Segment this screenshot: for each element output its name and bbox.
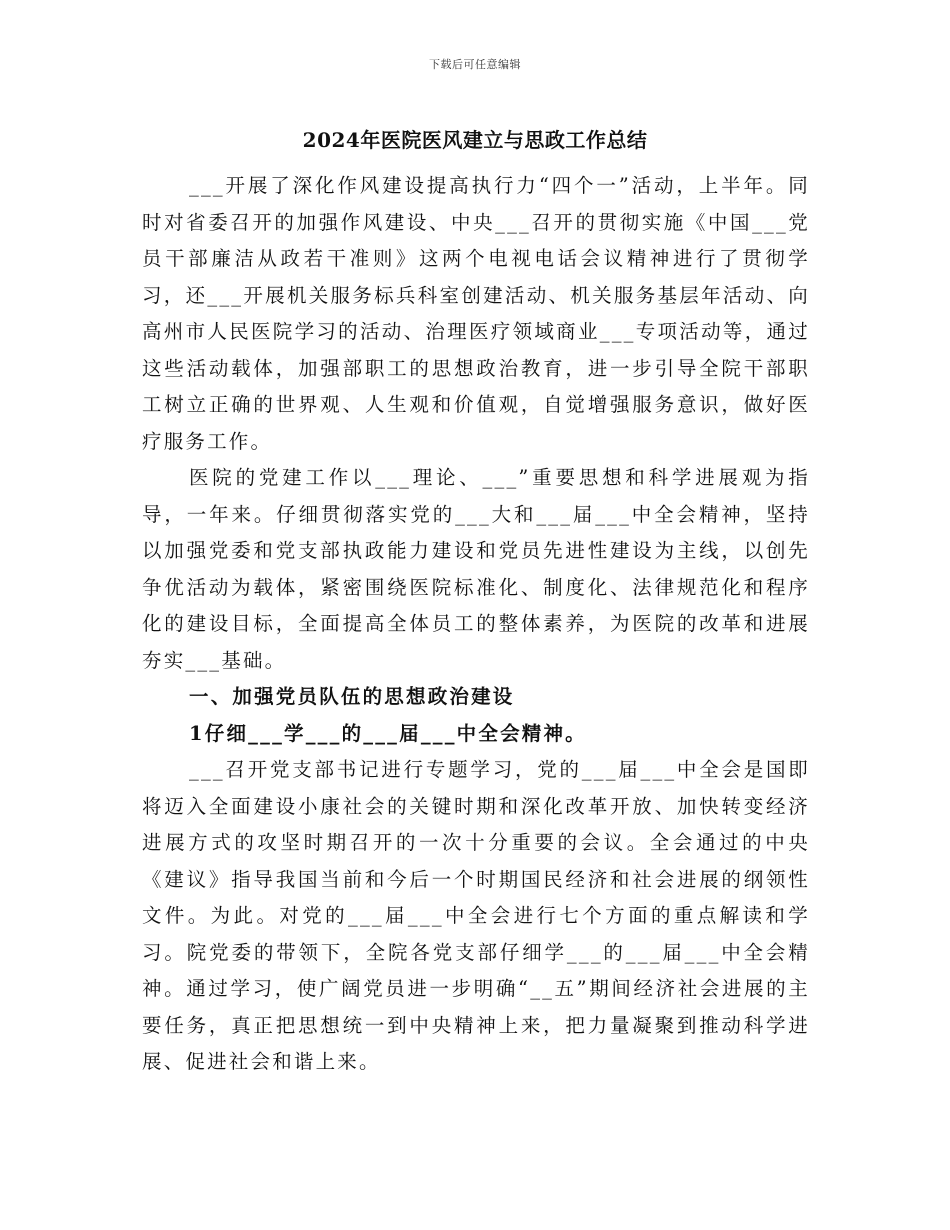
section-heading-1: 一、加强党员队伍的思想政治建设 bbox=[189, 685, 515, 708]
paragraph-1: ___开展了深化作风建设提高执行力“四个一”活动，上半年。同时对省委召开的加强作风建设、中央___召开的贯彻实施《中国___党员干部廉洁从政若干准则》这两个电视电话会议精神进行了贯彻学习，还___开展机关服务标兵科室创建活动、机关服务基层年活动、向高州市人民医院学习的活动、治理医疗领域商业___专项活动等，通过这些活动载体，加强部职工的思想政治教育，进一步引导全院干部职工树立正确的世界观、人生观和价值观，自觉增强服务意识，做好医疗服务工作。 bbox=[142, 174, 810, 453]
paragraph-2: 医院的党建工作以___理论、___”重要思想和科学进展观为指导，一年来。仔细贯彻落实党的___大和___届___中全会精神，坚持以加强党委和党支部执政能力建设和党员先进性建设为主线，以创先争优活动为载体，紧密围绕医院标准化、制度化、法律规范化和程序化的建设目标，全面提高全体员工的整体素养，为医院的改革和进展夯实___基础。 bbox=[142, 466, 810, 672]
document-title: 2024年医院医风建立与思政工作总结 bbox=[302, 128, 648, 152]
document-body bbox=[142, 168, 810, 1081]
paragraph-3: ___召开党支部书记进行专题学习，党的___届___中全会是国即将迈入全面建设小康社会的关键时期和深化改革开放、加快转变经济进展方式的攻坚时期召开的一次十分重要的会议。全会通过的中央《建议》指导我国当前和今后一个时期国民经济和社会进展的纲领性文件。为此。对党的___届___中全会进行七个方面的重点解读和学习。院党委的带领下，全院各党支部仔细学___的___届___中全会精神。通过学习，使广阔党员进一步明确“__五”期间经济社会进展的主要任务，真正把思想统一到中央精神上来，把力量凝聚到推动科学进展、促进社会和谐上来。 bbox=[142, 758, 810, 1073]
header-note: 下载后可任意编辑 bbox=[429, 58, 521, 71]
section-subheading-1: 1仔细___学___的___届___中全会精神。 bbox=[189, 721, 587, 745]
